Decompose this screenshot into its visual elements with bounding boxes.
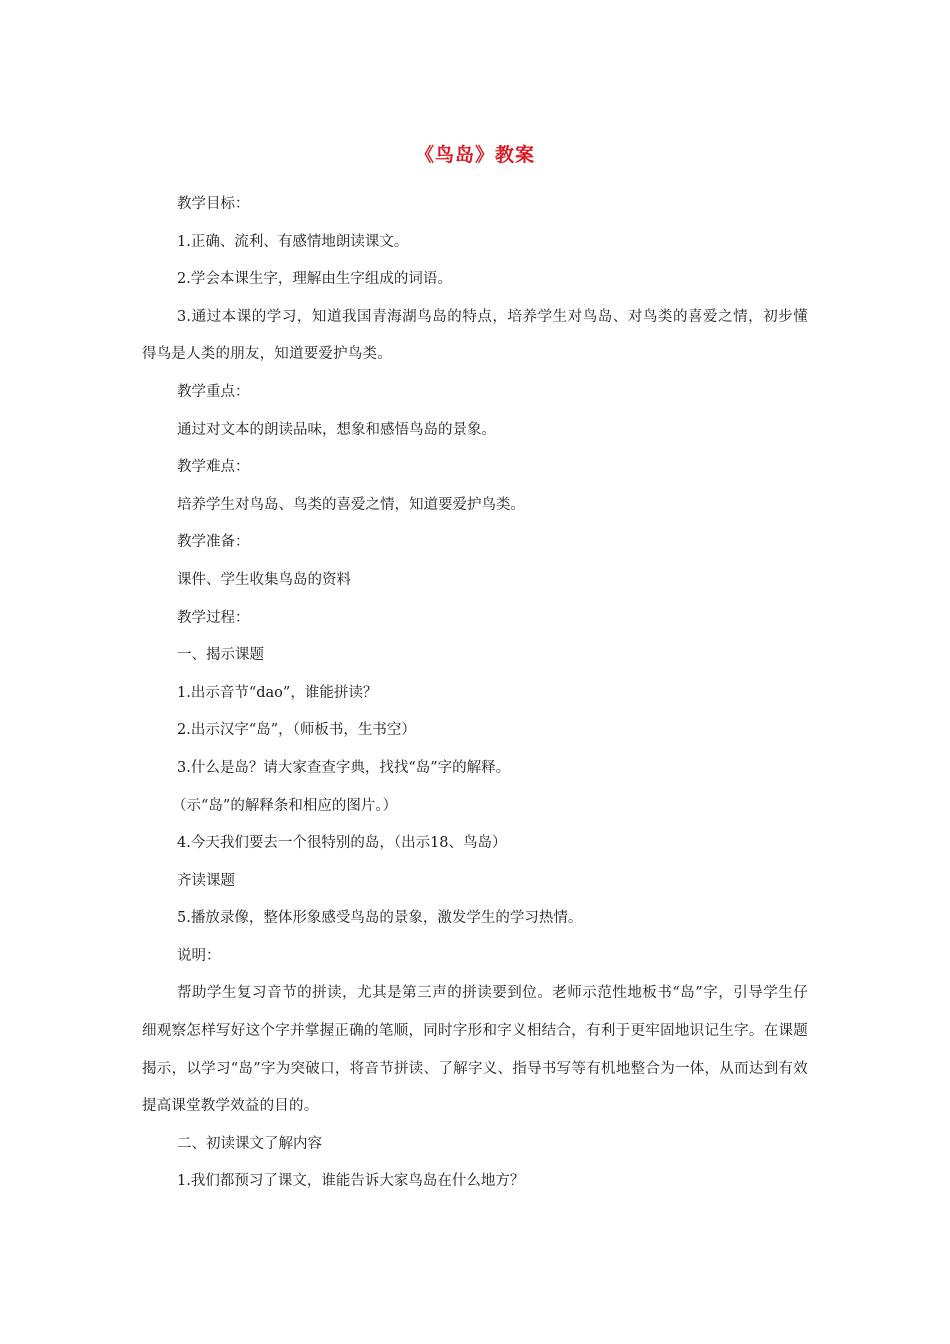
paragraph-step-3: 3.什么是岛？请大家查查字典，找找“岛”字的解释。 [177,759,511,776]
paragraph-explanation: 帮助学生复习音节的拼读，尤其是第三声的拼读要到位。老师示范性地板书“岛”字，引导学生仔细观察怎样写好这个字并掌握正确的笔顺，同时字形和字义相结合，有利于更牢固地识记生字。在课题揭示，以学习“岛”字为突破口，将音节拼读、了解字义、指导书写等有机地整合为一体，从而达到有效提高课堂教学效益的目的。 [142,985,808,1115]
paragraph-difficulties-heading: 教学难点： [177,459,250,476]
paragraph-read-title: 齐读课题 [177,872,235,889]
paragraph-step-3-note: （示“岛”的解释条和相应的图片。） [172,797,398,814]
paragraph-preparation: 课件、学生收集鸟岛的资料 [177,571,351,588]
paragraph-objective-3: 3.通过本课的学习，知道我国青海湖鸟岛的特点，培养学生对鸟岛、对鸟类的喜爱之情，初步懂得鸟是人类的朋友，知道要爱护鸟类。 [142,308,808,363]
paragraph-key-points: 通过对文本的朗读品味，想象和感悟鸟岛的景象。 [177,421,496,438]
paragraph-process-heading: 教学过程： [177,609,250,626]
document-title: 《鸟岛》教案 [414,144,535,166]
paragraph-section-1-heading: 一、揭示课题 [177,647,264,664]
paragraph-step-1: 1.出示音节“dao”，谁能拼读？ [177,684,378,701]
paragraph-step-5: 5.播放录像，整体形象感受鸟岛的景象，激发学生的学习热情。 [177,910,583,927]
paragraph-objective-1: 1.正确、流利、有感情地朗读课文。 [177,233,409,250]
paragraph-key-points-heading: 教学重点： [177,383,250,400]
paragraph-difficulties: 培养学生对鸟岛、鸟类的喜爱之情，知道要爱护鸟类。 [177,496,525,513]
paragraph-section-2-step-1: 1.我们都预习了课文，谁能告诉大家鸟岛在什么地方？ [177,1173,525,1190]
paragraph-objectives-heading: 教学目标： [177,196,250,212]
document-body [142,186,808,1201]
paragraph-section-2-heading: 二、初读课文了解内容 [177,1135,322,1152]
paragraph-objective-2: 2.学会本课生字，理解由生字组成的词语。 [177,271,452,288]
paragraph-step-4: 4.今天我们要去一个很特别的岛，（出示18、鸟岛） [177,835,507,852]
paragraph-explanation-heading: 说明： [177,947,221,964]
paragraph-step-2: 2.出示汉字“岛”，（师板书，生书空） [177,722,416,739]
paragraph-preparation-heading: 教学准备： [177,534,250,551]
